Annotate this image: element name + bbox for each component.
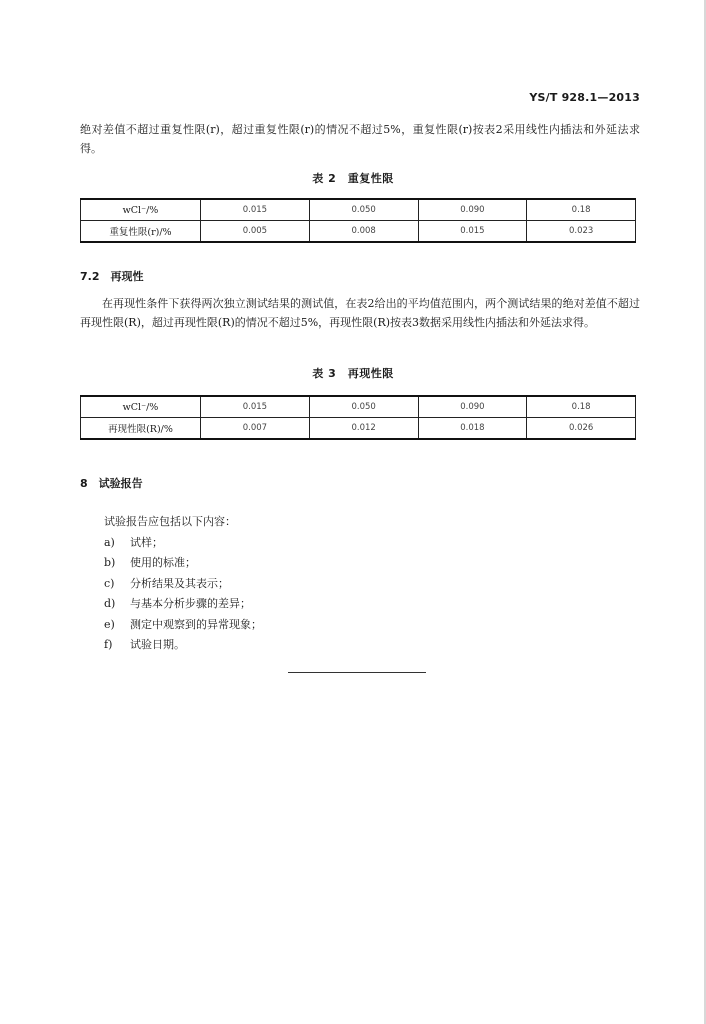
table-cell: 0.018 [418,418,527,440]
table-cell: 0.015 [418,221,527,243]
list-item [104,635,262,656]
section-7-2-heading: 7.2 再现性 [80,270,144,283]
report-contents-list [104,512,262,656]
header-label-cell: wCl⁻/% [81,396,201,418]
list-item-text: 与基本分析步骤的差异； [130,597,251,610]
intro-paragraph: 绝对差值不超过重复性限(r)，超过重复性限(r)的情况不超过5%，重复性限(r)按表2采用线性内插法和外延法求得。 [80,123,640,155]
list-marker: e) [104,617,115,631]
table-row [81,221,636,243]
table-row [81,418,636,440]
table-cell: 0.008 [309,221,418,243]
section-7-2-paragraph: 在再现性条件下获得两次独立测试结果的测试值，在表2给出的平均值范围内，两个测试结果的绝对差值不超过再现性限(R)，超过再现性限(R)的情况不超过5%，再现性限(R)按表3数据采用线性内插法和外延法求得。 [80,297,640,329]
row-label-cell: 再现性限(R)/% [81,418,201,440]
table-cell: 0.023 [527,221,636,243]
table-cell: 0.050 [309,199,418,221]
table-cell: 0.090 [418,396,527,418]
row-label-cell: 重复性限(r)/% [81,221,201,243]
table-cell: 0.005 [201,221,310,243]
reproducibility-table [80,395,636,440]
list-marker: b) [104,556,116,569]
table-header-row [81,199,636,221]
list-item [104,553,262,574]
repeatability-table [80,198,636,243]
list-marker: c) [104,576,115,590]
table3-caption: 表 3 再现性限 [312,367,394,380]
list-intro: 试验报告应包括以下内容： [104,515,236,528]
list-item [104,533,262,554]
list-item [104,594,262,615]
section-8-heading: 8 试验报告 [80,477,143,490]
list-marker: f) [104,638,113,651]
table2-caption: 表 2 重复性限 [312,172,394,185]
list-item-text: 使用的标准； [130,556,196,569]
document-code: YS/T 928.1—2013 [529,91,640,104]
list-item [104,574,262,595]
list-item-text: 试验日期。 [130,638,185,651]
end-of-document-rule [288,672,426,673]
table-header-row [81,396,636,418]
list-marker: d) [104,597,116,610]
table-cell: 0.015 [201,396,310,418]
table-cell: 0.050 [309,396,418,418]
table-cell: 0.007 [201,418,310,440]
table-cell: 0.015 [201,199,310,221]
table-cell: 0.012 [309,418,418,440]
list-item [104,615,262,636]
list-item-text: 分析结果及其表示； [130,576,229,590]
table-cell: 0.18 [527,199,636,221]
header-label-cell: wCl⁻/% [81,199,201,221]
list-item-text: 测定中观察到的异常现象； [130,617,262,631]
table-cell: 0.026 [527,418,636,440]
list-item-text: 试样； [130,535,163,549]
list-marker: a) [104,535,115,549]
table-cell: 0.18 [527,396,636,418]
table-cell: 0.090 [418,199,527,221]
